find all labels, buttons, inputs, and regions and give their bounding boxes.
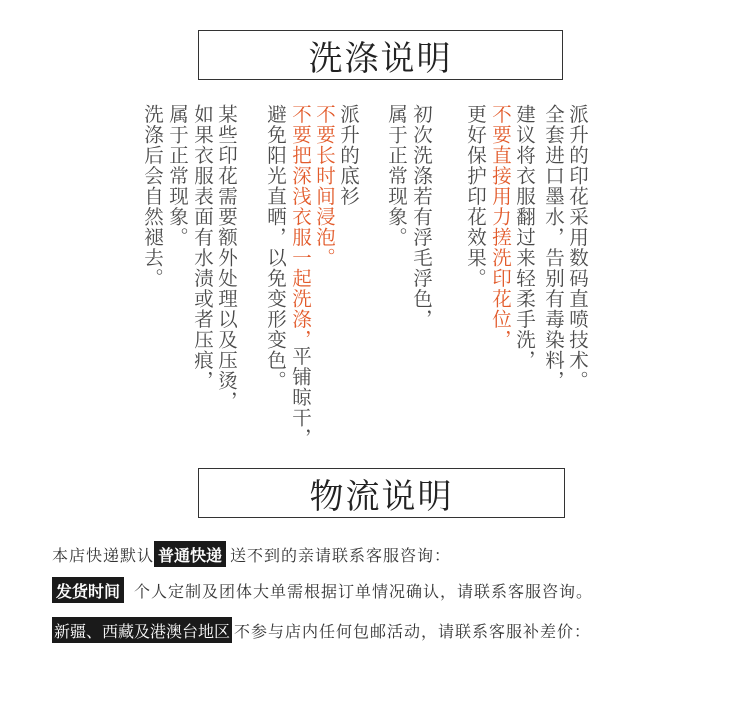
- wash-column: 派升的底衫: [337, 104, 360, 207]
- wash-column: 全套进口墨水，告别有毒染料，: [542, 104, 565, 391]
- wash-column: 更好保护印花效果。: [464, 104, 487, 289]
- wash-column: 派升的印花采用数码直喷技术。: [566, 104, 589, 391]
- remote-regions-badge: 新疆、西藏及港澳台地区: [52, 617, 232, 643]
- courier-badge: 普通快递: [154, 541, 226, 567]
- wash-column: 建议将衣服翻过来轻柔手洗，: [513, 104, 536, 371]
- logistics-line-suffix: 送不到的亲请联系客服咨询：: [230, 545, 452, 565]
- wash-column: 洗涤后会自然褪去。: [141, 104, 164, 289]
- logistics-title: 物流说明: [198, 468, 565, 518]
- wash-column-warning: 不要把深浅衣服一起洗涤，: [289, 104, 312, 350]
- wash-column: 避免阳光直晒，以免变形变色。: [264, 104, 287, 391]
- wash-column-warning: 不要长时间浸泡。: [313, 104, 336, 268]
- wash-column: 属于正常现象。: [166, 104, 189, 248]
- wash-column: 如果衣服表面有水渍或者压痕，: [191, 104, 214, 391]
- logistics-line-prefix: 本店快递默认: [52, 545, 155, 565]
- wash-column: 某些印花需要额外处理以及压烫，: [215, 104, 238, 412]
- logistics-line-ship-time: [52, 577, 593, 603]
- wash-column: 属于正常现象。: [385, 104, 408, 248]
- logistics-line-suffix: 不参与店内任何包邮活动，请联系客服补差价：: [234, 621, 592, 641]
- ship-time-badge: 发货时间: [52, 577, 124, 603]
- wash-column: 平铺晾干，: [289, 346, 312, 449]
- wash-column-warning: 不要直接用力搓洗印花位，: [489, 104, 512, 350]
- logistics-line-suffix: 个人定制及团体大单需根据订单情况确认，请联系客服咨询。: [134, 581, 594, 601]
- wash-column: 初次洗涤若有浮毛浮色，: [410, 104, 433, 330]
- logistics-line-default-courier: [52, 541, 451, 567]
- wash-instructions-title: 洗涤说明: [198, 30, 563, 80]
- logistics-line-remote-regions: [52, 617, 591, 643]
